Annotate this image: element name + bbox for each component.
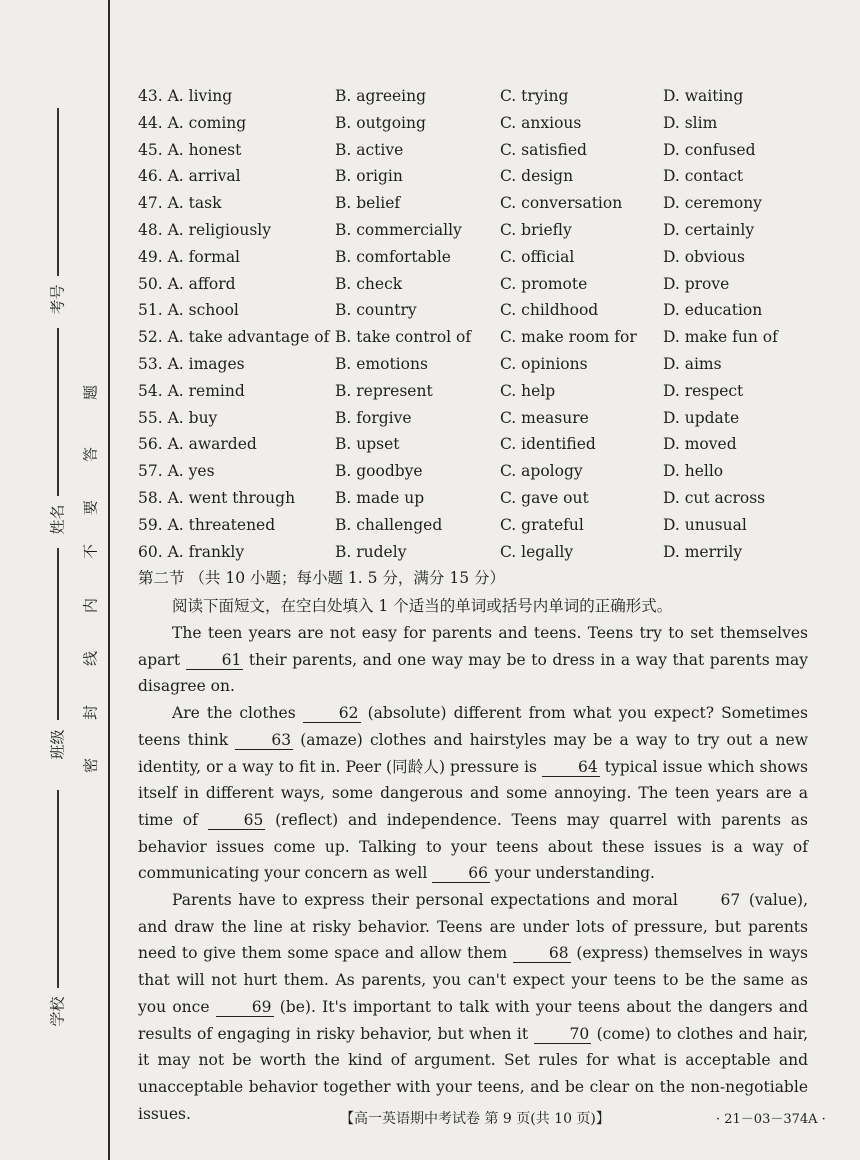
name-line: [57, 328, 59, 496]
option-b: B. take control of: [335, 328, 472, 347]
question-row: [138, 137, 838, 164]
option-c: C. childhood: [500, 301, 599, 320]
option-d: D. update: [663, 408, 740, 427]
option-c: C. trying: [500, 87, 569, 105]
seal-char: 题: [81, 385, 100, 401]
passage-paragraph: [138, 700, 808, 887]
question-row: [138, 539, 838, 566]
section-instruction: 阅读下面短文，在空白处填入 1 个适当的单词或括号内单词的正确形式。: [172, 597, 673, 615]
option-b: B. origin: [335, 167, 403, 186]
option-c: C. design: [500, 167, 574, 186]
option-c: C. identified: [500, 435, 596, 454]
exam-number-line: [57, 108, 59, 276]
option-text: A. frankly: [167, 542, 245, 561]
question-row: [138, 271, 838, 298]
option-b: B. agreeing: [335, 87, 427, 105]
option-a: [138, 217, 271, 244]
class-label: 班级: [48, 729, 67, 760]
passage-text: typical issue which shows itself in different ways, some dangerous and some annoying. The teen years are a time of: [138, 757, 808, 829]
question-row: [138, 324, 838, 351]
option-d: D. merrily: [663, 542, 743, 561]
option-d: D. ceremony: [663, 194, 762, 213]
option-text: A. task: [167, 194, 222, 213]
page-footer: 【高一英语期中考试卷 第 9 页(共 10 页)】: [340, 1111, 610, 1127]
option-text: A. remind: [167, 381, 245, 400]
option-c: C. official: [500, 247, 575, 266]
blank-69: 69: [216, 998, 274, 1017]
option-text: A. school: [167, 301, 239, 320]
blank-67: 67: [720, 891, 741, 910]
option-a: [138, 271, 236, 298]
question-number: 59.: [138, 515, 163, 534]
seal-char: 线: [81, 651, 100, 667]
seal-char: 答: [81, 447, 100, 463]
blank-63: 63: [235, 731, 293, 750]
option-b: B. represent: [335, 381, 433, 400]
passage-text: Parents have to express their personal expectations and moral: [172, 891, 685, 910]
question-row: [138, 163, 838, 190]
passage-text: (be). It's important to talk with your teens about the dangers and results of engaging in risky behavior, but when it: [138, 997, 808, 1043]
option-b: B. challenged: [335, 515, 443, 534]
school-line: [57, 790, 59, 988]
option-a: [138, 324, 329, 351]
question-row: [138, 83, 838, 110]
option-text: A. arrival: [167, 167, 241, 186]
option-c: C. apology: [500, 462, 583, 481]
option-a: [138, 137, 241, 164]
question-number: 43.: [138, 87, 163, 105]
question-row: [138, 512, 838, 539]
option-c: C. anxious: [500, 113, 582, 132]
seal-char: 不: [81, 544, 100, 560]
passage-paragraph: [138, 887, 808, 1127]
passage-text: your understanding.: [490, 864, 655, 883]
blank-70: 70: [534, 1025, 592, 1044]
question-number: 53.: [138, 355, 163, 373]
option-d: D. respect: [663, 381, 744, 400]
blank-64: 64: [542, 758, 600, 777]
option-d: D. moved: [663, 435, 737, 454]
option-d: D. prove: [663, 274, 730, 293]
question-number: 54.: [138, 381, 163, 400]
option-c: C. legally: [500, 542, 574, 561]
option-a: [138, 244, 240, 271]
question-number: 58.: [138, 489, 163, 507]
option-text: A. awarded: [167, 435, 257, 454]
blank-68: 68: [513, 944, 571, 963]
seal-char: 内: [81, 598, 100, 614]
passage-text: (come) to clothes and hair, it may not be worth the kind of argument. Set rules for what is acceptable and unacceptable behavior together with your teens, and be clear on the non-negotiable issues.: [138, 1024, 808, 1123]
option-text: A. formal: [167, 247, 241, 266]
option-text: A. buy: [167, 408, 218, 427]
option-b: B. country: [335, 301, 417, 320]
option-d: D. hello: [663, 462, 724, 481]
option-b: B. goodbye: [335, 462, 423, 481]
question-number: 49.: [138, 247, 163, 266]
option-d: D. education: [663, 301, 763, 320]
question-number: 47.: [138, 194, 163, 213]
question-number: 51.: [138, 301, 163, 320]
question-row: [138, 485, 838, 512]
option-text: A. afford: [167, 274, 236, 293]
seal-char: 要: [81, 500, 100, 516]
option-c: C. opinions: [500, 355, 588, 373]
seal-char: 密: [81, 758, 100, 774]
passage-paragraph: [138, 620, 808, 700]
option-a: [138, 83, 232, 110]
class-line: [57, 548, 59, 720]
option-text: A. religiously: [167, 221, 272, 239]
question-number: 44.: [138, 113, 163, 132]
question-row: [138, 378, 838, 405]
option-a: [138, 351, 245, 378]
question-row: [138, 351, 838, 378]
option-d: D. unusual: [663, 515, 747, 534]
option-text: A. threatened: [167, 515, 276, 534]
passage-text: (absolute) different from what you expect? Sometimes teens think: [138, 704, 808, 749]
question-number: 45.: [138, 140, 163, 159]
option-c: C. conversation: [500, 194, 623, 213]
option-b: B. active: [335, 140, 404, 159]
option-c: C. help: [500, 381, 556, 400]
question-row: [138, 190, 838, 217]
option-b: B. emotions: [335, 355, 428, 373]
option-a: [138, 458, 215, 485]
question-number: 46.: [138, 167, 163, 186]
option-d: D. obvious: [663, 247, 745, 266]
option-c: C. promote: [500, 274, 588, 293]
option-c: C. grateful: [500, 515, 584, 534]
option-b: B. upset: [335, 435, 400, 454]
question-row: [138, 244, 838, 271]
option-d: D. contact: [663, 167, 744, 186]
option-a: [138, 163, 241, 190]
option-c: C. gave out: [500, 489, 589, 507]
option-text: A. went through: [167, 489, 296, 507]
option-a: [138, 539, 244, 566]
option-b: B. outgoing: [335, 113, 426, 132]
option-d: D. aims: [663, 355, 722, 373]
question-row: [138, 431, 838, 458]
option-text: A. living: [167, 87, 233, 105]
binding-line: [108, 0, 110, 1160]
option-a: [138, 297, 239, 324]
option-d: D. slim: [663, 113, 718, 132]
option-a: [138, 512, 275, 539]
passage-text: Are the clothes: [172, 704, 303, 723]
passage-text: (express) themselves in ways that will not hurt them. As parents, you can't expect your teens to be the same as you once: [138, 944, 809, 1016]
option-b: B. made up: [335, 489, 425, 507]
option-c: C. measure: [500, 408, 589, 427]
option-a: [138, 110, 246, 137]
option-b: B. rudely: [335, 542, 407, 561]
passage-text: (value), and draw the line at risky behavior. Teens are under lots of pressure, but parents need to give them some space and allow them: [138, 891, 808, 963]
option-text: A. honest: [167, 140, 242, 159]
passage-text: (reflect) and independence. Teens may quarrel with parents as behavior issues come up. Talking to your teens about these issues is a way of communicating your concern as well: [138, 810, 809, 883]
name-label: 姓名: [48, 504, 67, 535]
option-b: B. commercially: [335, 221, 462, 239]
question-number: 55.: [138, 408, 163, 427]
exam-number-label: 考号: [48, 284, 67, 315]
option-a: [138, 190, 221, 217]
question-number: 48.: [138, 221, 163, 239]
school-label: 学校: [48, 996, 67, 1027]
option-c: C. make room for: [500, 328, 637, 347]
question-row: [138, 458, 838, 485]
option-b: B. belief: [335, 194, 401, 213]
option-c: C. satisfied: [500, 140, 587, 159]
question-row: [138, 110, 838, 137]
option-text: A. images: [167, 355, 245, 373]
question-row: [138, 297, 838, 324]
question-number: 57.: [138, 462, 163, 481]
blank-65: 65: [208, 811, 266, 830]
option-b: B. comfortable: [335, 247, 451, 266]
option-d: D. waiting: [663, 87, 744, 105]
question-number: 60.: [138, 542, 163, 561]
option-a: [138, 431, 257, 458]
option-text: A. coming: [167, 113, 247, 132]
option-text: A. take advantage of: [167, 328, 330, 347]
option-d: D. certainly: [663, 221, 755, 239]
question-row: [138, 217, 838, 244]
section-title: 第二节 （共 10 小题；每小题 1. 5 分，满分 15 分）: [138, 569, 506, 587]
question-number: 52.: [138, 328, 163, 347]
seal-char: 封: [81, 705, 100, 721]
passage: [138, 620, 808, 1127]
blank-62: 62: [303, 704, 361, 723]
question-number: 56.: [138, 435, 163, 454]
paper-code: · 21－03－374A ·: [716, 1112, 826, 1127]
option-a: [138, 485, 295, 512]
question-number: 50.: [138, 274, 163, 293]
option-c: C. briefly: [500, 221, 572, 239]
passage-text: their parents, and one way may be to dress in a way that parents may disagree on.: [138, 650, 808, 696]
option-a: [138, 405, 217, 432]
option-text: A. yes: [167, 462, 215, 481]
blank-61: 61: [186, 651, 244, 670]
option-d: D. make fun of: [663, 328, 778, 347]
option-d: D. confused: [663, 140, 756, 159]
option-d: D. cut across: [663, 489, 766, 507]
option-a: [138, 378, 245, 405]
question-row: [138, 405, 838, 432]
blank-66: 66: [432, 864, 490, 883]
passage-text: (amaze) clothes and hairstyles may be a way to try out a new identity, or a way to fit in. Peer (同龄人) pressure is: [138, 730, 808, 776]
option-b: B. forgive: [335, 408, 412, 427]
option-b: B. check: [335, 274, 403, 293]
passage-text: The teen years are not easy for parents and teens. Teens try to set themselves apart: [138, 624, 808, 669]
